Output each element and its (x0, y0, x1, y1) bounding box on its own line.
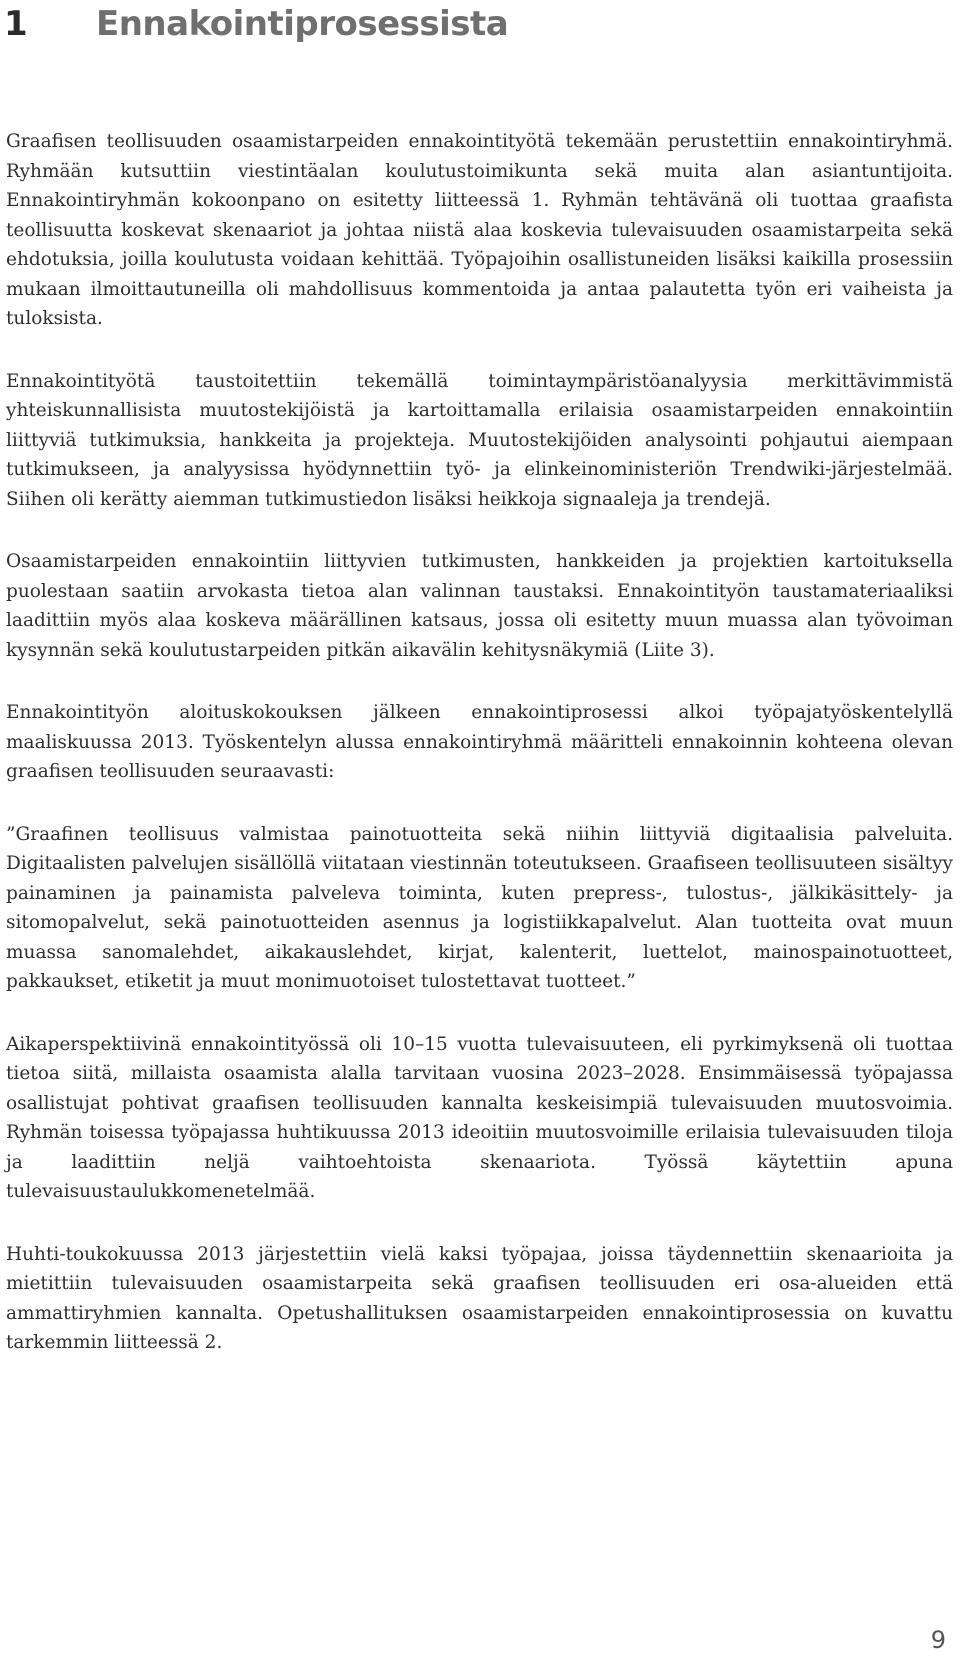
paragraph: Graafisen teollisuuden osaamistarpeiden ennakointityötä tekemään perustettiin ennakointiryhmä. Ryhmään kutsuttiin viestintäalan koulutustoimikunta sekä muita alan asiantuntijoita. Ennakointiryhmän kokoonpano on esitetty liitteessä 1. Ryhmän tehtävänä oli tuottaa graafista teollisuutta koskevat skenaariot ja johtaa niistä alaa koskevia tulevaisuuden osaamistarpeita sekä ehdotuksia, joilla koulutusta voidaan kehittää. Työpajoihin osallistuneiden lisäksi kaikilla prosessiin mukaan ilmoittautuneilla oli mahdollisuus kommentoida ja antaa palautetta työn eri vaiheista ja tuloksista. (6, 131, 953, 329)
chapter-title: Ennakointiprosessista (96, 4, 509, 44)
quote-paragraph: ”Graafinen teollisuus valmistaa painotuotteita sekä niihin liittyviä digitaalisia palveluita. Digitaalisten palvelujen sisällöllä viitataan viestinnän toteutukseen. Graafiseen teollisuuteen sisältyy painaminen ja painamista palveleva toiminta, kuten prepress-, tulostus-, jälkikäsittely- ja sitomopalvelut, sekä painotuotteiden asennus ja logistiikkapalvelut. Alan tuotteita ovat muun muassa sanomalehdet, aikakauslehdet, kirjat, kalenterit, luettelot, mainospainotuotteet, pakkaukset, etiketit ja muut monimuotoiset tulostettavat tuotteet.” (6, 823, 953, 992)
paragraph: Osaamistarpeiden ennakointiin liittyvien tutkimusten, hankkeiden ja projektien kartoituksella puolestaan saatiin arvokasta tietoa alan valinnan taustaksi. Ennakointityön taustamateriaaliksi laadittiin myös alaa koskeva määrällinen katsaus, jossa oli esitetty muun muassa alan työvoiman kysynnän sekä koulutustarpeiden pitkän aikavälin kehitysnäkymiä (Liite 3). (6, 551, 953, 661)
paragraph: Ennakointityötä taustoitettiin tekemällä toimintaympäristöanalyysia merkittävimmistä yhteiskunnallisista muutostekijöistä ja kartoittamalla erilaisia osaamistarpeiden ennakointiin liittyviä tutkimuksia, hankkeita ja projekteja. Muutostekijöiden analysointi pohjautui aiempaan tutkimukseen, ja analyysissa hyödynnettiin työ- ja elinkeinoministeriön Trendwiki-järjestelmää. Siihen oli kerätty aiemman tutkimustiedon lisäksi heikkoja signaaleja ja trendejä. (6, 370, 953, 510)
chapter-number: 1 (4, 4, 28, 44)
body-text (6, 127, 953, 1391)
chapter-heading (4, 0, 508, 48)
paragraph: Aikaperspektiivinä ennakointityössä oli 10–15 vuotta tulevaisuuteen, eli pyrkimyksenä oli tuottaa tietoa siitä, millaista osaamista alalla tarvitaan vuosina 2023–2028. Ensimmäisessä työpajassa osallistujat pohtivat graafisen teollisuuden kannalta keskeisimpiä tulevaisuuden muutosvoimia. Ryhmän toisessa työpajassa huhtikuussa 2013 ideoitiin muutosvoimille erilaisia tulevaisuuden tiloja ja laadittiin neljä vaihtoehtoista skenaariota. Työssä käytettiin apuna tulevaisuustaulukkomenetelmää. (6, 1033, 953, 1202)
page-number: 9 (930, 1626, 946, 1654)
paragraph: Ennakointityön aloituskokouksen jälkeen ennakointiprosessi alkoi työpajatyöskentelyllä maaliskuussa 2013. Työskentelyn alussa ennakointiryhmä määritteli ennakoinnin kohteena olevan graafisen teollisuuden seuraavasti: (6, 702, 953, 782)
paragraph: Huhti-toukokuussa 2013 järjestettiin vielä kaksi työpajaa, joissa täydennettiin skenaarioita ja mietittiin tulevaisuuden osaamistarpeita sekä graafisen teollisuuden eri osa-alueiden että ammattiryhmien kannalta. Opetushallituksen osaamistarpeiden ennakointiprosessia on kuvattu tarkemmin liitteessä 2. (6, 1243, 953, 1353)
